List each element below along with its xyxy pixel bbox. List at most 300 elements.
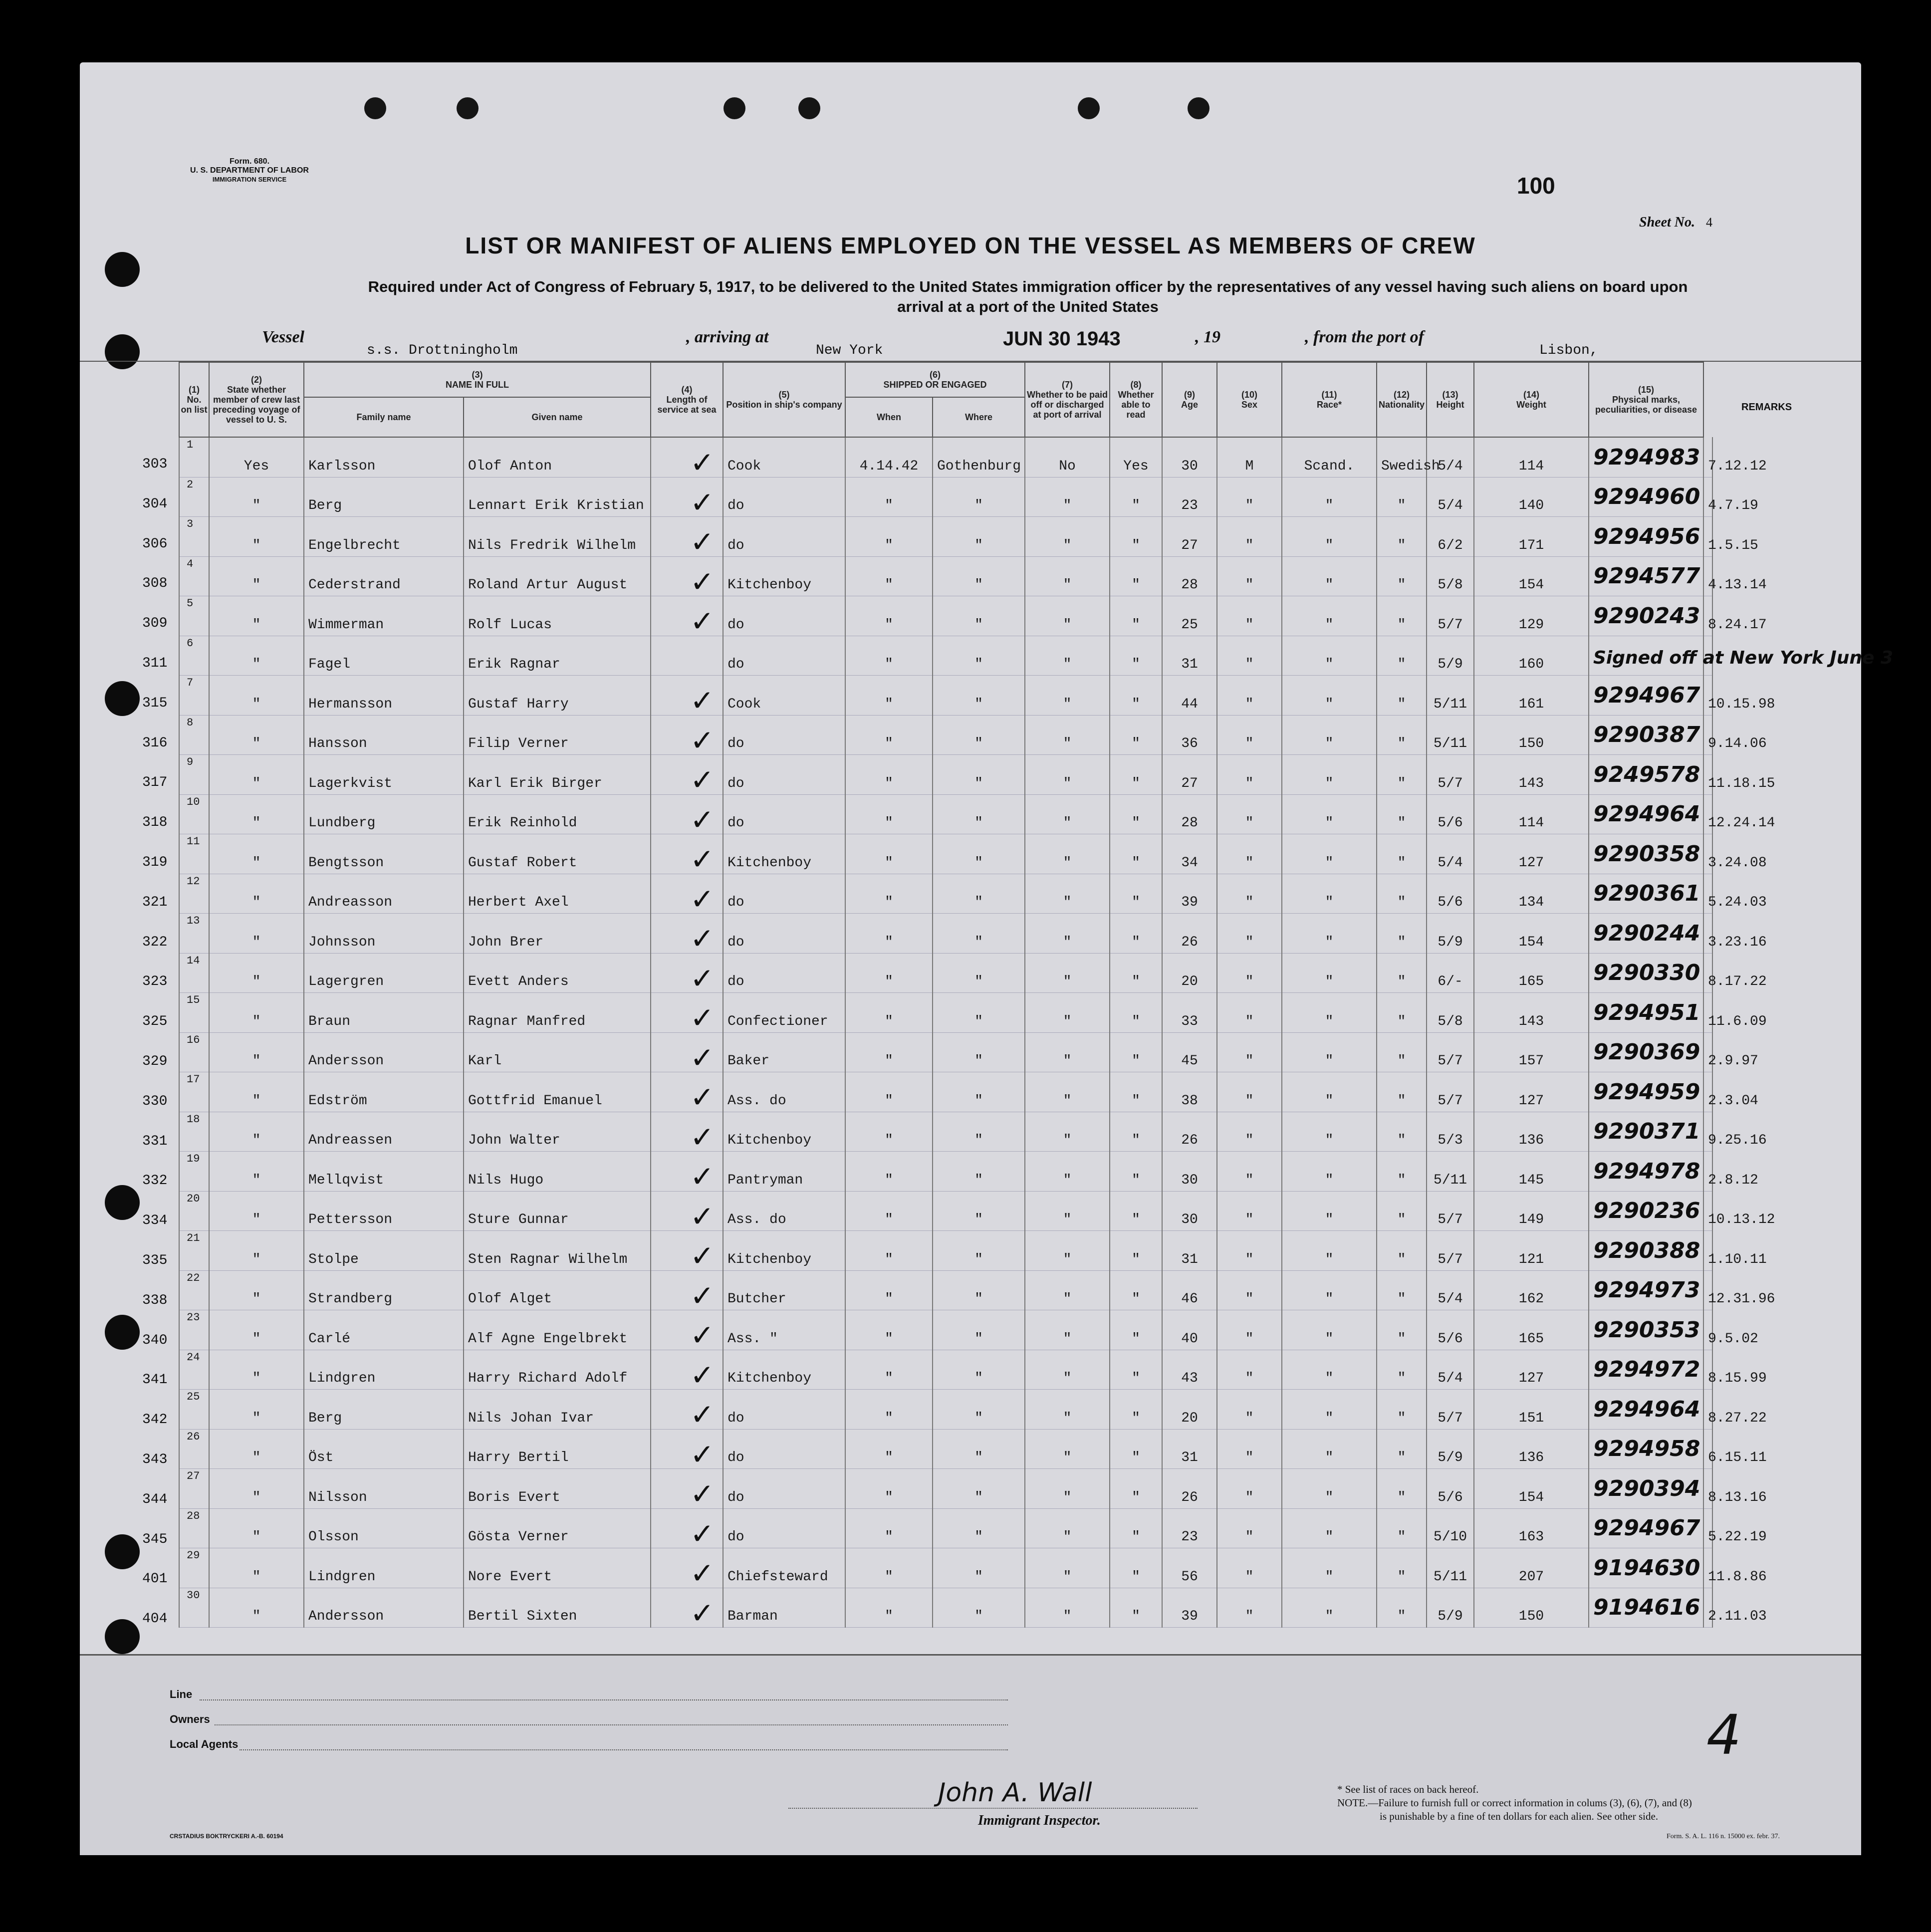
able-to-read-cell [1110,517,1162,557]
row-number-text: 28 [187,1509,200,1522]
race-text: " [1325,815,1334,831]
position-text: do [727,815,744,831]
nationality-cell [1377,437,1440,477]
age-cell [1162,794,1217,834]
given-name-cell [464,1112,651,1152]
prev-voyage-text: " [252,1410,261,1426]
family-name-cell [304,1390,464,1430]
nationality-text: " [1397,1609,1406,1624]
position-cell [723,556,845,596]
sex-text: " [1245,775,1254,791]
race-cell [1282,517,1377,557]
sex-cell [1217,1310,1282,1350]
age-cell [1162,1429,1217,1469]
paid-off-cell [1025,1270,1110,1310]
physical-marks-cell [1589,556,1703,596]
sex-text: " [1245,934,1254,950]
sex-text: " [1245,1093,1254,1109]
remarks-cell: 12.31.96 [1703,1270,1712,1310]
left-margin-number: 325 [142,1014,168,1030]
left-margin-number: 342 [142,1412,168,1428]
family-name-cell [304,1429,464,1469]
signed-off-note: Signed off at New York June 3 [1593,648,1894,668]
family-name-cell [304,1152,464,1192]
position-text: Pantryman [727,1172,803,1188]
shipped-where-cell [933,1231,1025,1271]
able-to-read-text: " [1132,1093,1140,1109]
paid-off-text: " [1063,1053,1072,1069]
able-to-read-text: " [1132,1371,1140,1386]
nationality-text: " [1397,1133,1406,1148]
race-cell [1282,636,1377,676]
sex-text: " [1245,1569,1254,1585]
shipped-where-cell [933,1508,1025,1548]
nationality-cell [1377,636,1427,676]
row-number [179,1231,209,1271]
physical-marks-cell [1589,1508,1703,1548]
certificate-number: 9290388 [1593,1237,1700,1263]
table-row [179,1469,1712,1509]
physical-marks-cell [1589,715,1703,755]
weight-text: 145 [1518,1172,1544,1188]
family-name-cell [304,1350,464,1390]
nationality-cell [1377,794,1427,834]
age-cell [1162,1270,1217,1310]
weight-cell [1474,874,1589,914]
weight-text: 171 [1518,537,1544,553]
punch-hole [1188,97,1209,119]
service-cell [651,596,723,636]
paid-off-cell [1025,676,1110,716]
shipped-when-text: " [885,1609,893,1624]
given-name-cell [464,1390,651,1430]
height-text: 5/7 [1438,1410,1463,1426]
prev-voyage-text: " [252,1093,261,1109]
left-margin-number: 311 [142,656,168,671]
certificate-number: 9294958 [1593,1436,1700,1461]
header-position: (5) Position in ship's company [723,362,845,437]
position-cell [723,1588,845,1628]
nationality-cell [1377,914,1427,954]
header-given-name: Given name [464,397,651,437]
able-to-read-text: " [1132,1251,1140,1267]
shipped-where-cell [933,1310,1025,1350]
position-text: Confectioner [727,1013,828,1029]
weight-text: 161 [1518,696,1544,712]
able-to-read-cell [1110,1152,1162,1192]
family-name-text: Cederstrand [308,577,401,593]
header-age: (9) Age [1162,362,1217,437]
inspector-signature: John A. Wall [938,1778,1092,1808]
row-number-text: 23 [187,1311,200,1324]
family-name-cell [304,556,464,596]
subtitle-line-1: Required under Act of Congress of February 5, 1917, to be delivered to the United States immigration officer by the representatives of any vessel having such aliens on board upon [368,278,1688,295]
paid-off-text: " [1063,1331,1072,1347]
given-name-cell [464,1508,651,1548]
weight-text: 114 [1518,458,1544,474]
height-text: 5/7 [1438,1251,1463,1267]
row-number-text: 20 [187,1192,200,1205]
given-name-cell [464,1350,651,1390]
remarks-cell: 8.15.99 [1703,1350,1712,1390]
note-line-1: NOTE.—Failure to furnish full or correct information in colums (3), (6), (7), and (8) [1337,1797,1692,1809]
physical-marks-cell [1589,1112,1703,1152]
able-to-read-text: " [1132,1212,1140,1227]
sex-text: " [1245,1251,1254,1267]
height-text: 5/9 [1438,1609,1463,1624]
physical-marks-cell [1589,477,1703,517]
height-text: 5/7 [1438,617,1463,633]
punch-hole [724,97,745,119]
weight-text: 160 [1518,657,1544,672]
row-number [179,1112,209,1152]
race-text: " [1325,537,1334,553]
remarks-cell: 8.27.22 [1703,1390,1712,1430]
row-number-text: 26 [187,1430,200,1443]
nationality-cell [1377,1548,1427,1588]
weight-cell [1474,477,1589,517]
family-name-cell [304,437,464,477]
shipped-when-cell [845,1429,933,1469]
age-cell [1162,1072,1217,1112]
age-cell [1162,517,1217,557]
age-cell [1162,1350,1217,1390]
height-text: 5/4 [1438,498,1463,513]
weight-cell [1474,1072,1589,1112]
shipped-when-text: 4.14.42 [859,458,919,474]
nationality-cell [1377,834,1427,874]
able-to-read-cell [1110,1390,1162,1430]
weight-cell [1474,715,1589,755]
paid-off-text: No [1059,458,1076,474]
remarks-cell: 8.13.16 [1703,1469,1712,1509]
paid-off-text: " [1063,934,1072,950]
nationality-cell [1377,874,1427,914]
prev-voyage-cell [209,437,304,477]
shipped-when-text: " [885,1291,893,1307]
given-name-text: Sten Ragnar Wilhelm [468,1251,628,1267]
race-cell [1282,1469,1377,1509]
arriving-port: New York [816,343,883,358]
race-text: " [1325,657,1334,672]
paid-off-cell [1025,1310,1110,1350]
sheet-number-block [1639,215,1712,231]
physical-marks-cell [1589,794,1703,834]
position-cell [723,676,845,716]
physical-marks-cell [1589,914,1703,954]
sex-text: " [1245,815,1254,831]
shipped-when-text: " [885,1371,893,1386]
able-to-read-text: " [1132,855,1140,871]
shipped-where-text: " [974,1410,983,1426]
age-text: 44 [1181,696,1198,712]
nationality-cell [1377,1469,1427,1509]
height-text: 5/10 [1433,1529,1467,1545]
nationality-cell [1377,1231,1427,1271]
left-margin-number: 315 [142,695,168,711]
given-name-cell [464,636,651,676]
family-name-text: Öst [308,1450,334,1465]
table-row [179,1548,1712,1588]
nationality-cell [1377,1429,1427,1469]
age-text: 20 [1181,974,1198,989]
race-cell [1282,676,1377,716]
row-number [179,1429,209,1469]
sex-cell [1217,596,1282,636]
paid-off-cell [1025,1231,1110,1271]
row-number-text: 13 [187,915,200,927]
paid-off-cell [1025,953,1110,993]
nationality-text: " [1397,974,1406,989]
prev-voyage-text: " [252,815,261,831]
age-cell [1162,755,1217,795]
prev-voyage-cell [209,1469,304,1509]
sex-cell [1217,993,1282,1033]
checkmark-icon: ✓ [690,723,715,757]
remarks-cell: 1.10.11 [1703,1231,1712,1271]
shipped-where-cell [933,914,1025,954]
paid-off-cell [1025,794,1110,834]
shipped-when-text: " [885,775,893,791]
race-cell [1282,596,1377,636]
table-row [179,1032,1712,1072]
service-cell [651,794,723,837]
nationality-text: " [1397,1172,1406,1188]
paid-off-cell [1025,1390,1110,1430]
form-header [170,157,329,184]
weight-text: 143 [1518,1013,1544,1029]
shipped-when-cell [845,676,933,716]
row-number-text: 10 [187,795,200,808]
certificate-number: 9249578 [1593,761,1700,787]
position-text: do [727,895,744,910]
service-cell [651,517,723,557]
weight-text: 121 [1518,1251,1544,1267]
shipped-where-text: Gothenburg [937,458,1021,474]
prev-voyage-cell [209,953,304,993]
sex-cell [1217,636,1282,676]
race-cell [1282,834,1377,874]
prev-voyage-cell [209,1072,304,1112]
weight-cell [1474,1429,1589,1469]
given-name-cell [464,1032,651,1072]
paid-off-cell [1025,437,1110,477]
race-text: " [1325,1133,1334,1148]
weight-cell [1474,914,1589,954]
shipped-where-text: " [974,815,983,831]
left-margin-number: 323 [142,974,168,990]
weight-text: 150 [1518,1609,1544,1624]
row-number-text: 18 [187,1113,200,1126]
position-text: do [727,736,744,751]
prev-voyage-text: " [252,775,261,791]
shipped-where-text: " [974,1529,983,1545]
weight-text: 163 [1518,1529,1544,1545]
checkmark-icon: ✓ [690,1358,715,1392]
sex-text: " [1245,895,1254,910]
shipped-when-text: " [885,1410,893,1426]
row-number-text: 30 [187,1589,200,1602]
height-text: 5/11 [1433,1172,1467,1188]
nationality-cell [1377,1310,1427,1350]
nationality-text: " [1397,1331,1406,1347]
height-text: 5/7 [1438,775,1463,791]
race-cell [1282,1112,1377,1152]
race-cell [1282,1152,1377,1192]
age-text: 46 [1181,1291,1198,1307]
position-text: do [727,1529,744,1545]
race-cell [1282,477,1377,517]
row-number [179,953,209,993]
able-to-read-text: " [1132,1172,1140,1188]
family-name-text: Lindgren [308,1371,376,1386]
age-text: 20 [1181,1410,1198,1426]
age-cell [1162,1548,1217,1588]
shipped-where-text: " [974,1053,983,1069]
shipped-when-text: " [885,1013,893,1029]
nationality-cell [1377,1350,1427,1390]
shipped-when-text: " [885,1529,893,1545]
remarks-cell: 5.24.03 [1703,874,1712,914]
footer-notes [1337,1783,1692,1823]
certificate-number: 9194630 [1593,1555,1700,1581]
able-to-read-text: " [1132,895,1140,910]
sex-text: " [1245,696,1254,712]
table-row [179,1390,1712,1430]
physical-marks-cell [1589,517,1703,557]
race-text: " [1325,1371,1334,1386]
height-cell [1427,993,1474,1033]
shipped-where-cell [933,1152,1025,1192]
weight-text: 114 [1518,815,1544,831]
sex-text: " [1245,1133,1254,1148]
race-text: " [1325,1529,1334,1545]
nationality-text: " [1397,855,1406,871]
able-to-read-text: " [1132,1569,1140,1585]
service-cell [651,1588,723,1628]
family-name-text: Fagel [308,657,351,672]
shipped-where-text: " [974,577,983,593]
position-cell [723,1469,845,1509]
row-number [179,1548,209,1588]
certificate-number: 9290371 [1593,1119,1700,1144]
prev-voyage-text: Yes [243,458,269,474]
weight-text: 134 [1518,895,1544,910]
height-cell [1427,874,1474,914]
prev-voyage-cell [209,636,304,676]
given-name-cell [464,715,651,755]
service-cell [651,953,723,993]
age-text: 31 [1181,1450,1198,1465]
weight-text: 136 [1518,1133,1544,1148]
shipped-when-cell [845,1032,933,1072]
sex-text: " [1245,577,1254,593]
service-cell [651,437,723,480]
age-cell [1162,1508,1217,1548]
checkmark-icon: ✓ [690,525,715,559]
certificate-number: 9290236 [1593,1198,1700,1223]
row-number [179,1152,209,1192]
shipped-where-cell [933,437,1025,477]
given-name-text: Erik Ragnar [468,657,560,672]
left-margin-number: 317 [142,775,168,791]
physical-marks-cell [1589,1429,1703,1469]
manifest-sheet [80,62,1894,1854]
sex-cell [1217,834,1282,874]
checkmark-icon: ✓ [690,1040,715,1075]
row-number-text: 1 [187,439,194,451]
remarks-cell: 9.25.16 [1703,1112,1712,1152]
shipped-when-cell [845,953,933,993]
shipped-when-cell [845,1390,933,1430]
weight-text: 165 [1518,974,1544,989]
sex-cell [1217,1508,1282,1548]
weight-cell [1474,993,1589,1033]
able-to-read-cell [1110,596,1162,636]
shipped-where-cell [933,1350,1025,1390]
family-name-text: Hansson [308,736,367,751]
age-text: 38 [1181,1093,1198,1109]
checkmark-icon: ✓ [690,1398,715,1432]
left-margin-number: 332 [142,1173,168,1189]
prev-voyage-cell [209,1191,304,1231]
prev-voyage-text: " [252,1172,261,1188]
row-number [179,596,209,636]
given-name-cell [464,755,651,795]
height-cell [1427,755,1474,795]
sex-cell [1217,715,1282,755]
race-text: " [1325,1489,1334,1505]
position-cell [723,834,845,874]
height-cell [1427,477,1474,517]
weight-cell [1474,1310,1589,1350]
shipped-where-text: " [974,855,983,871]
row-number-text: 21 [187,1232,200,1244]
table-row [179,1112,1712,1152]
height-text: 5/4 [1438,1291,1463,1307]
race-text: " [1325,1212,1334,1227]
family-name-text: Nilsson [308,1489,367,1505]
paid-off-cell [1025,596,1110,636]
service-cell [651,1191,723,1231]
shipped-when-cell [845,794,933,834]
row-number-text: 7 [187,677,194,689]
position-cell [723,1152,845,1192]
from-label: , from the port of [1305,328,1424,346]
shipped-where-cell [933,1429,1025,1469]
sex-cell [1217,914,1282,954]
paid-off-text: " [1063,775,1072,791]
left-margin-number: 404 [142,1611,168,1627]
family-name-text: Bengtsson [308,855,384,871]
able-to-read-text: " [1132,617,1140,633]
sex-text: " [1245,1609,1254,1624]
header-length-of-service: (4) Length of service at sea [651,362,723,437]
row-number [179,874,209,914]
sex-text: " [1245,1013,1254,1029]
sheet-number: 4 [1706,215,1712,230]
header-nationality: (12) Nationality [1377,362,1427,437]
row-number-text: 22 [187,1271,200,1284]
family-name-cell [304,715,464,755]
vessel-label: Vessel [262,328,304,346]
weight-text: 162 [1518,1291,1544,1307]
able-to-read-cell [1110,834,1162,874]
race-text: " [1325,974,1334,989]
remarks-cell: 2.9.97 [1703,1032,1712,1072]
given-name-text: Olof Alget [468,1291,552,1307]
header-sex: (10) Sex [1217,362,1282,437]
